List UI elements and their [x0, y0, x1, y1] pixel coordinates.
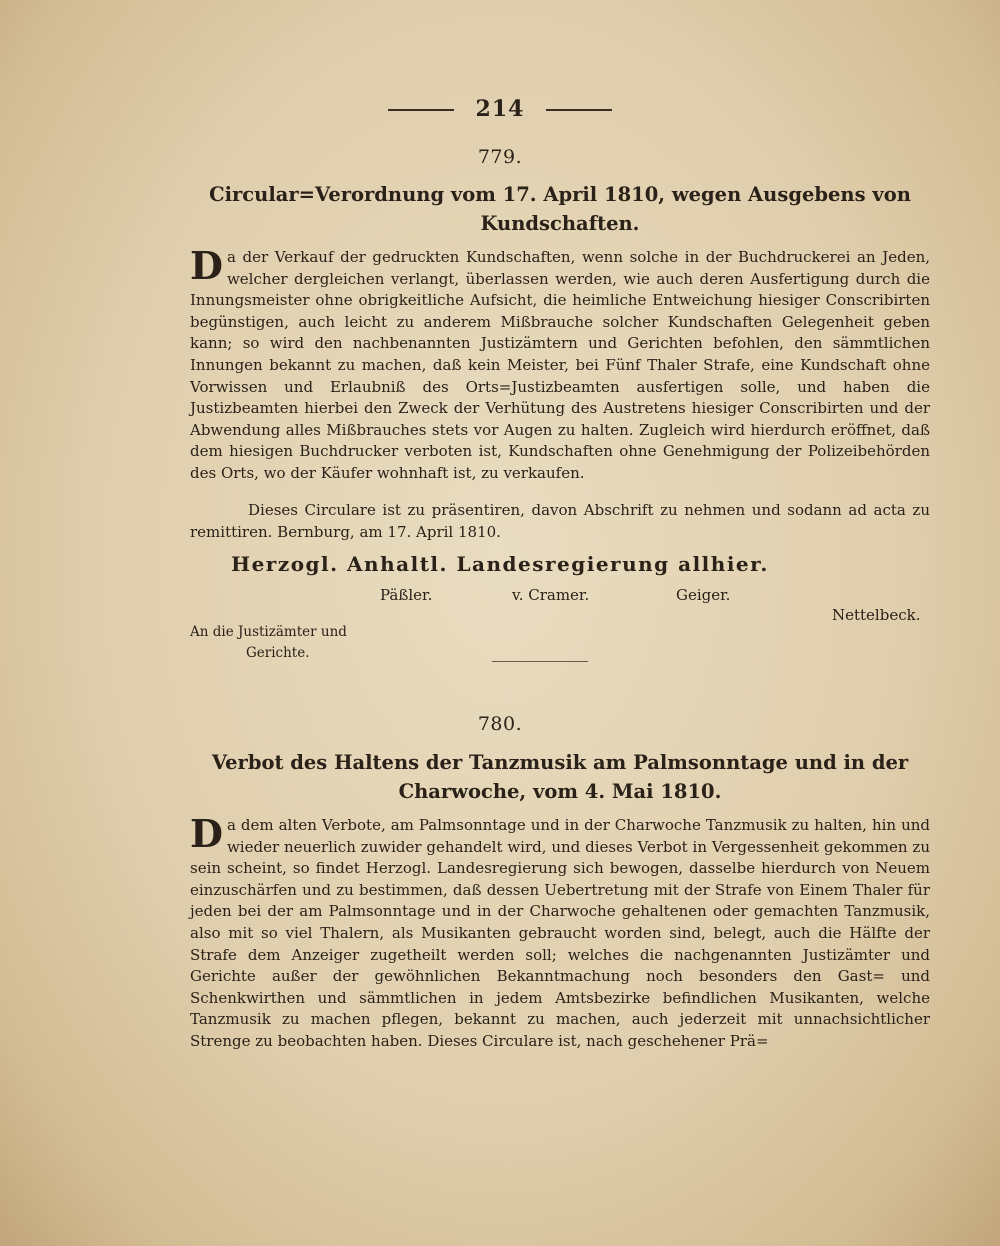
signature-3: Geiger. [676, 586, 731, 604]
section-divider [492, 661, 588, 662]
section-body-780 [190, 811, 930, 1053]
header-rule-left [388, 109, 454, 111]
signature-2: v. Cramer. [512, 586, 590, 604]
page-number: 214 [475, 96, 525, 122]
section-number-780: 780. [477, 713, 523, 735]
addressee [190, 622, 347, 664]
body-text-779: a der Verkauf der gedruckten Kundschaften, wenn solche in der Buchdruckerei an Jeden, welcher dergleichen verlangt, überlassen werden, wie auch deren Ausfertigung durch die Innungsmeister ohne obrigkeitliche Aufsicht, die heimliche Entweichung hiesiger Conscribirten begünstigen, auch leicht zu anderem Mißbrauche solcher Kundschaften Gelegenheit geben kann; so wird den nachbenannten Justizämtern und Gerichten befohlen, den sämmtlichen Innungen bekannt zu machen, daß kein Meister, bei Fünf Thaler Strafe, eine Kundschaft ohne Vorwissen und Erlaubniß des Orts=Justizbeamten ausfertigen solle, und haben die Justizbeamten hierbei den Zweck der Verhütung des Austretens hiesiger Conscribirten und der Abwendung alles Mißbrauches stets vor Augen zu halten. Zugleich wird hierdurch eröffnet, daß dem hiesigen Buchdrucker verboten ist, Kundschaften ohne Genehmigung der Polizeibehörden des Orts, wo der Käufer wohnhaft ist, zu verkaufen. [190, 248, 930, 482]
addressee-line-2: Gerichte. [246, 645, 310, 661]
signature-1: Päßler. [380, 586, 433, 604]
dropcap-780: D [190, 811, 223, 856]
addressee-line-1: An die Justizämter und [190, 624, 347, 640]
issuing-authority: Herzogl. Anhaltl. Landesregierung allhier. [231, 552, 769, 576]
header-rule-right [546, 109, 612, 111]
dropcap-779: D [190, 243, 223, 288]
closing-779 [190, 500, 930, 543]
page-header [0, 96, 1000, 122]
closing-text-779: Dieses Circulare ist zu präsentiren, davon Abschrift zu nehmen und sodann ad acta zu remittiren. Bernburg, am 17. April 1810. [190, 501, 930, 541]
section-body-779 [190, 243, 930, 485]
signature-4: Nettelbeck. [832, 606, 921, 624]
body-text-780: a dem alten Verbote, am Palmsonntage und in der Charwoche Tanzmusik zu halten, hin und wieder neuerlich zuwider gehandelt wird, und dieses Verbot in Vergessenheit gekommen zu sein scheint, so findet Herzogl. Landesregierung sich bewogen, dasselbe hierdurch von Neuem einzuschärfen und zu bestimmen, daß dessen Uebertretung mit der Strafe von Einem Thaler für jeden bei der am Palmsonntage und in der Charwoche gehaltenen oder gemachten Tanzmusik, also mit so viel Thalern, als Musikanten gebraucht worden sind, belegt, auch die Hälfte der Strafe dem Anzeiger zugetheilt werden soll; welches die nachgenannten Justizämter und Gerichte außer der gewöhnlichen Bekanntmachung noch besonders den Gast= und Schenkwirthen und sämmtlichen in jedem Amtsbezirke befindlichen Musikanten, welche Tanzmusik zu machen pflegen, bekannt zu machen, auch jederzeit mit unnachsichtlicher Strenge zu beobachten haben. Dieses Circulare ist, nach geschehener Prä= [190, 816, 930, 1050]
section-title-780: Verbot des Haltens der Tanzmusik am Palmsonntage und in der Charwoche, vom 4. Mai 1810. [211, 751, 909, 803]
section-title-779: Circular=Verordnung vom 17. April 1810, wegen Ausgebens von Kundschaften. [209, 183, 911, 235]
section-number-779: 779. [477, 146, 523, 168]
